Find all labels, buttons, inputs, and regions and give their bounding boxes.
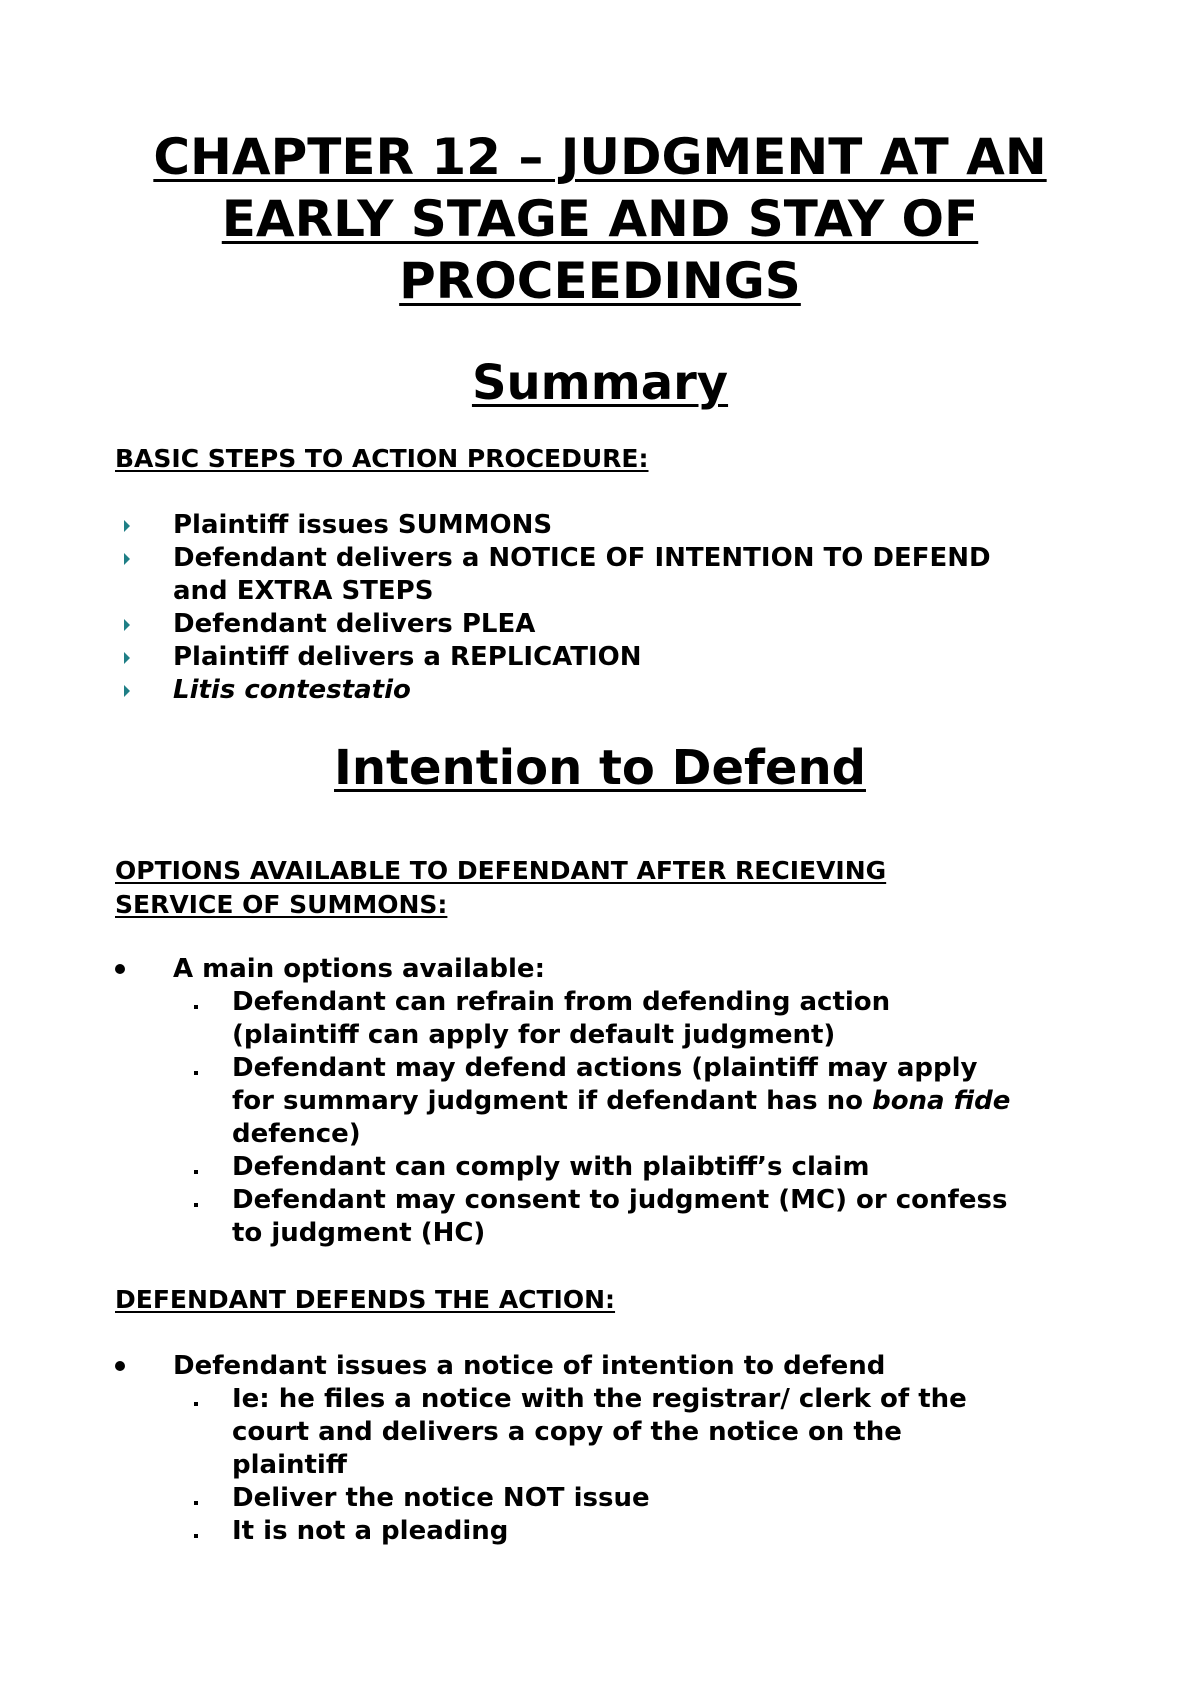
step-item: Plaintiff delivers a REPLICATION	[173, 642, 642, 672]
intention-to-defend-heading: Intention to Defend	[334, 740, 866, 796]
step-item-continuation: and EXTRA STEPS	[173, 576, 434, 606]
bullet-icon	[115, 964, 125, 974]
defends-item-continuation: plaintiff	[232, 1450, 347, 1480]
chapter-title-line-3: PROCEEDINGS	[399, 252, 801, 310]
option-item-continuation: defence)	[232, 1119, 361, 1149]
sub-bullet-icon	[194, 1402, 198, 1406]
options-main-item: A main options available:	[173, 954, 545, 984]
arrow-bullet-icon	[124, 520, 130, 532]
sub-bullet-icon	[194, 1501, 198, 1505]
option-item-continuation: for summary judgment if defendant has no bona fide	[232, 1086, 1011, 1116]
option-item: Defendant can comply with plaibtiff’s claim	[232, 1152, 870, 1182]
bullet-icon	[115, 1361, 125, 1371]
sub-bullet-icon	[194, 1005, 198, 1009]
option-item-continuation: (plaintiff can apply for default judgment)	[232, 1020, 836, 1050]
option-item: Defendant may defend actions (plaintiff may apply	[232, 1053, 978, 1083]
sub-bullet-icon	[194, 1071, 198, 1075]
chapter-title-line-2: EARLY STAGE AND STAY OF	[221, 190, 979, 248]
defends-item-continuation: court and delivers a copy of the notice on the	[232, 1417, 902, 1447]
defends-item: Deliver the notice NOT issue	[232, 1483, 650, 1513]
sub-bullet-icon	[194, 1203, 198, 1207]
defends-main-item: Defendant issues a notice of intention to defend	[173, 1351, 886, 1381]
arrow-bullet-icon	[124, 685, 130, 697]
basic-steps-heading: BASIC STEPS TO ACTION PROCEDURE:	[115, 444, 649, 473]
sub-bullet-icon	[194, 1534, 198, 1538]
defends-item: Ie: he files a notice with the registrar/ clerk of the	[232, 1384, 967, 1414]
arrow-bullet-icon	[124, 619, 130, 631]
chapter-title-line-1: CHAPTER 12 – JUDGMENT AT AN	[153, 128, 1047, 186]
options-heading: OPTIONS AVAILABLE TO DEFENDANT AFTER RECIEVING	[115, 856, 887, 885]
sub-bullet-icon	[194, 1170, 198, 1174]
step-item: Litis contestatio	[173, 675, 411, 705]
option-item: Defendant may consent to judgment (MC) or confess	[232, 1185, 1008, 1215]
step-item: Defendant delivers a NOTICE OF INTENTION TO DEFEND	[173, 543, 991, 573]
summary-heading: Summary	[471, 355, 729, 411]
defendant-defends-heading: DEFENDANT DEFENDS THE ACTION:	[115, 1285, 616, 1314]
option-item: Defendant can refrain from defending action	[232, 987, 891, 1017]
defends-item: It is not a pleading	[232, 1516, 509, 1546]
step-item: Plaintiff issues SUMMONS	[173, 510, 553, 540]
arrow-bullet-icon	[124, 553, 130, 565]
step-item: Defendant delivers PLEA	[173, 609, 536, 639]
option-item-continuation: to judgment (HC)	[232, 1218, 486, 1248]
options-heading-line-2: SERVICE OF SUMMONS:	[115, 890, 448, 919]
arrow-bullet-icon	[124, 652, 130, 664]
